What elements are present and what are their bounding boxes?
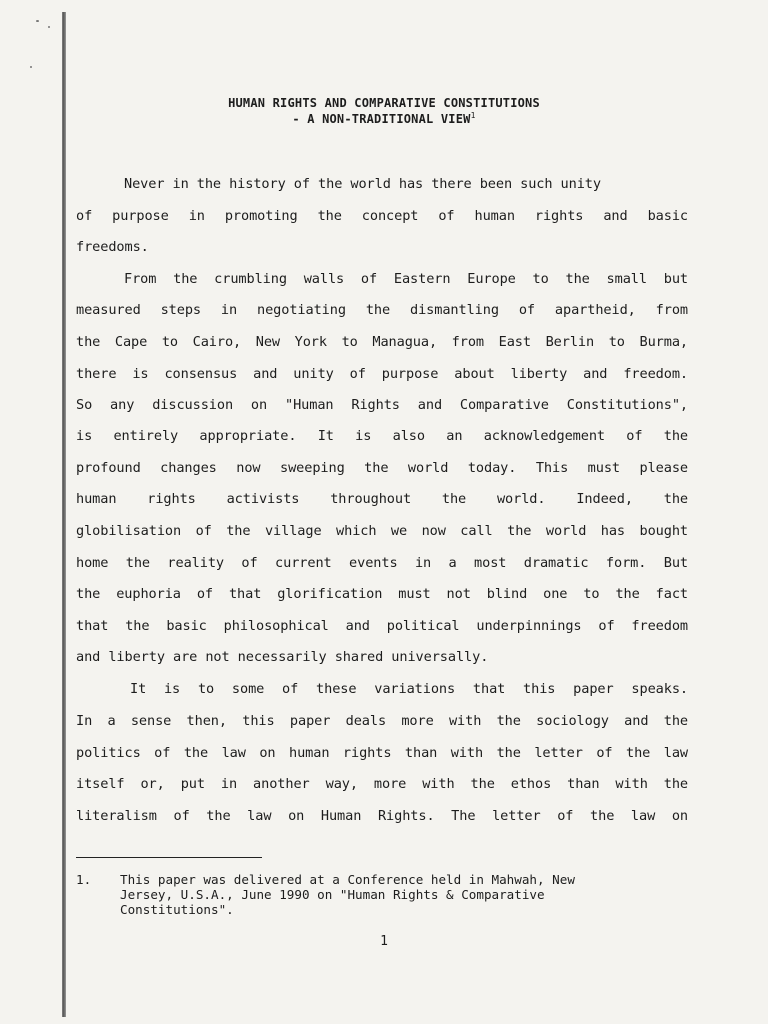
body-line: profound changes now sweeping the world today. This must please: [76, 460, 688, 476]
body-line: It is to some of these variations that this paper speaks.: [130, 681, 688, 697]
body-line: literalism of the law on Human Rights. The letter of the law on: [76, 808, 688, 824]
body-line: So any discussion on "Human Rights and Comparative Constitutions",: [76, 397, 688, 413]
body-line: human rights activists throughout the world. Indeed, the: [76, 491, 688, 507]
body-line: there is consensus and unity of purpose about liberty and freedom.: [76, 366, 688, 382]
footnote-separator: [76, 857, 262, 858]
body-line: politics of the law on human rights than with the letter of the law: [76, 745, 688, 761]
body-line: and liberty are not necessarily shared universally.: [76, 649, 489, 665]
body-line: itself or, put in another way, more with the ethos than with the: [76, 776, 688, 792]
body-line: is entirely appropriate. It is also an acknowledgement of the: [76, 428, 688, 444]
body-line: that the basic philosophical and political underpinnings of freedom: [76, 618, 688, 634]
body-line: home the reality of current events in a most dramatic form. But: [76, 555, 688, 571]
scan-speck: [48, 26, 50, 28]
document-subtitle: - A NON-TRADITIONAL VIEW: [292, 112, 471, 126]
document-title-line-2: [0, 111, 768, 126]
footnote-line: Constitutions".: [120, 902, 234, 917]
body-line: In a sense then, this paper deals more with the sociology and the: [76, 713, 688, 729]
body-line: From the crumbling walls of Eastern Europe to the small but: [124, 271, 688, 287]
footnote-reference: 1: [470, 111, 476, 120]
body-line: globilisation of the village which we now call the world has bought: [76, 523, 688, 539]
body-line: the euphoria of that glorification must not blind one to the fact: [76, 586, 688, 602]
body-line: measured steps in negotiating the dismantling of apartheid, from: [76, 302, 688, 318]
footnote-line: Jersey, U.S.A., June 1990 on "Human Rights & Comparative: [120, 887, 545, 902]
document-title-line-1: HUMAN RIGHTS AND COMPARATIVE CONSTITUTIONS: [228, 96, 540, 110]
body-line: the Cape to Cairo, New York to Managua, from East Berlin to Burma,: [76, 334, 688, 350]
body-line: Never in the history of the world has there been such unity: [124, 176, 601, 192]
scan-speck: [30, 66, 32, 68]
footnote-line: This paper was delivered at a Conference held in Mahwah, New: [120, 872, 575, 887]
body-line: freedoms.: [76, 239, 149, 255]
scan-speck: [36, 20, 39, 22]
body-line: of purpose in promoting the concept of human rights and basic: [76, 208, 688, 224]
scan-binding-edge: [62, 12, 66, 1017]
page-number: 1: [380, 934, 388, 949]
footnote-marker: 1.: [76, 872, 92, 887]
